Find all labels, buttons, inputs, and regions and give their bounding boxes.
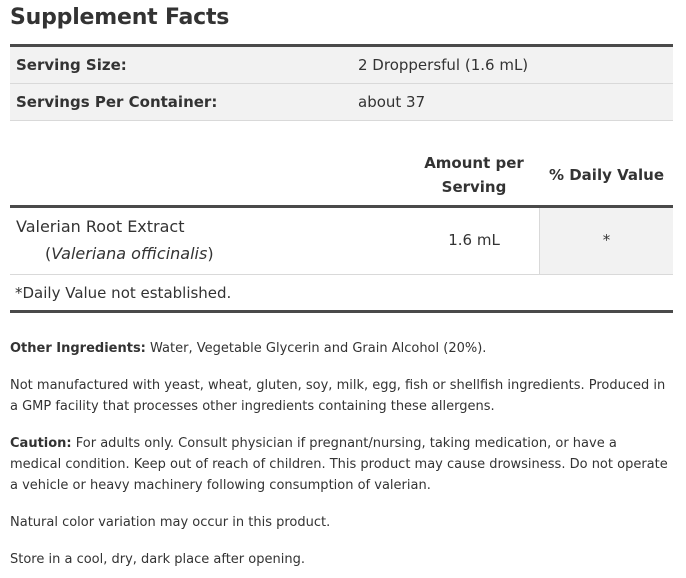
ingredient-name: Valerian Root Extract xyxy=(16,217,185,236)
servings-per-container-label: Servings Per Container: xyxy=(16,93,218,111)
ingredient-amount: 1.6 mL xyxy=(448,231,500,249)
ingredient-latin-name: (Valeriana officinalis) xyxy=(45,244,214,263)
allergen-note: Not manufactured with yeast, wheat, gluten, soy, milk, egg, fish or shellfish ingredients. Produced in a GMP facility that processes other ingredients containing these allergens. xyxy=(10,378,666,414)
row-divider xyxy=(10,274,673,275)
daily-value-header: % Daily Value xyxy=(548,166,664,184)
servings-per-container-value: about 37 xyxy=(358,93,426,111)
color-variation-note: Natural color variation may occur in this product. xyxy=(10,515,331,530)
table-footer-rule xyxy=(10,310,673,313)
amount-header-line2: Serving xyxy=(441,178,507,196)
row-divider xyxy=(10,120,673,121)
storage-note: Store in a cool, dry, dark place after opening. xyxy=(10,552,305,567)
serving-size-value: 2 Droppersful (1.6 mL) xyxy=(358,56,529,74)
ingredient-daily-value: * xyxy=(602,231,611,249)
page-title: Supplement Facts xyxy=(10,5,230,30)
caution-note: Caution: For adults only. Consult physician if pregnant/nursing, taking medication, or have a medical condition. Keep out of reach of children. This product may cause drowsiness. Do not operate a vehicle or heavy machinery following consumption of valerian. xyxy=(10,436,668,493)
serving-size-label: Serving Size: xyxy=(16,56,127,74)
daily-value-footnote: *Daily Value not established. xyxy=(15,284,232,302)
other-ingredients: Other Ingredients: Water, Vegetable Glycerin and Grain Alcohol (20%). xyxy=(10,341,487,356)
amount-header-line1: Amount per xyxy=(424,154,524,172)
